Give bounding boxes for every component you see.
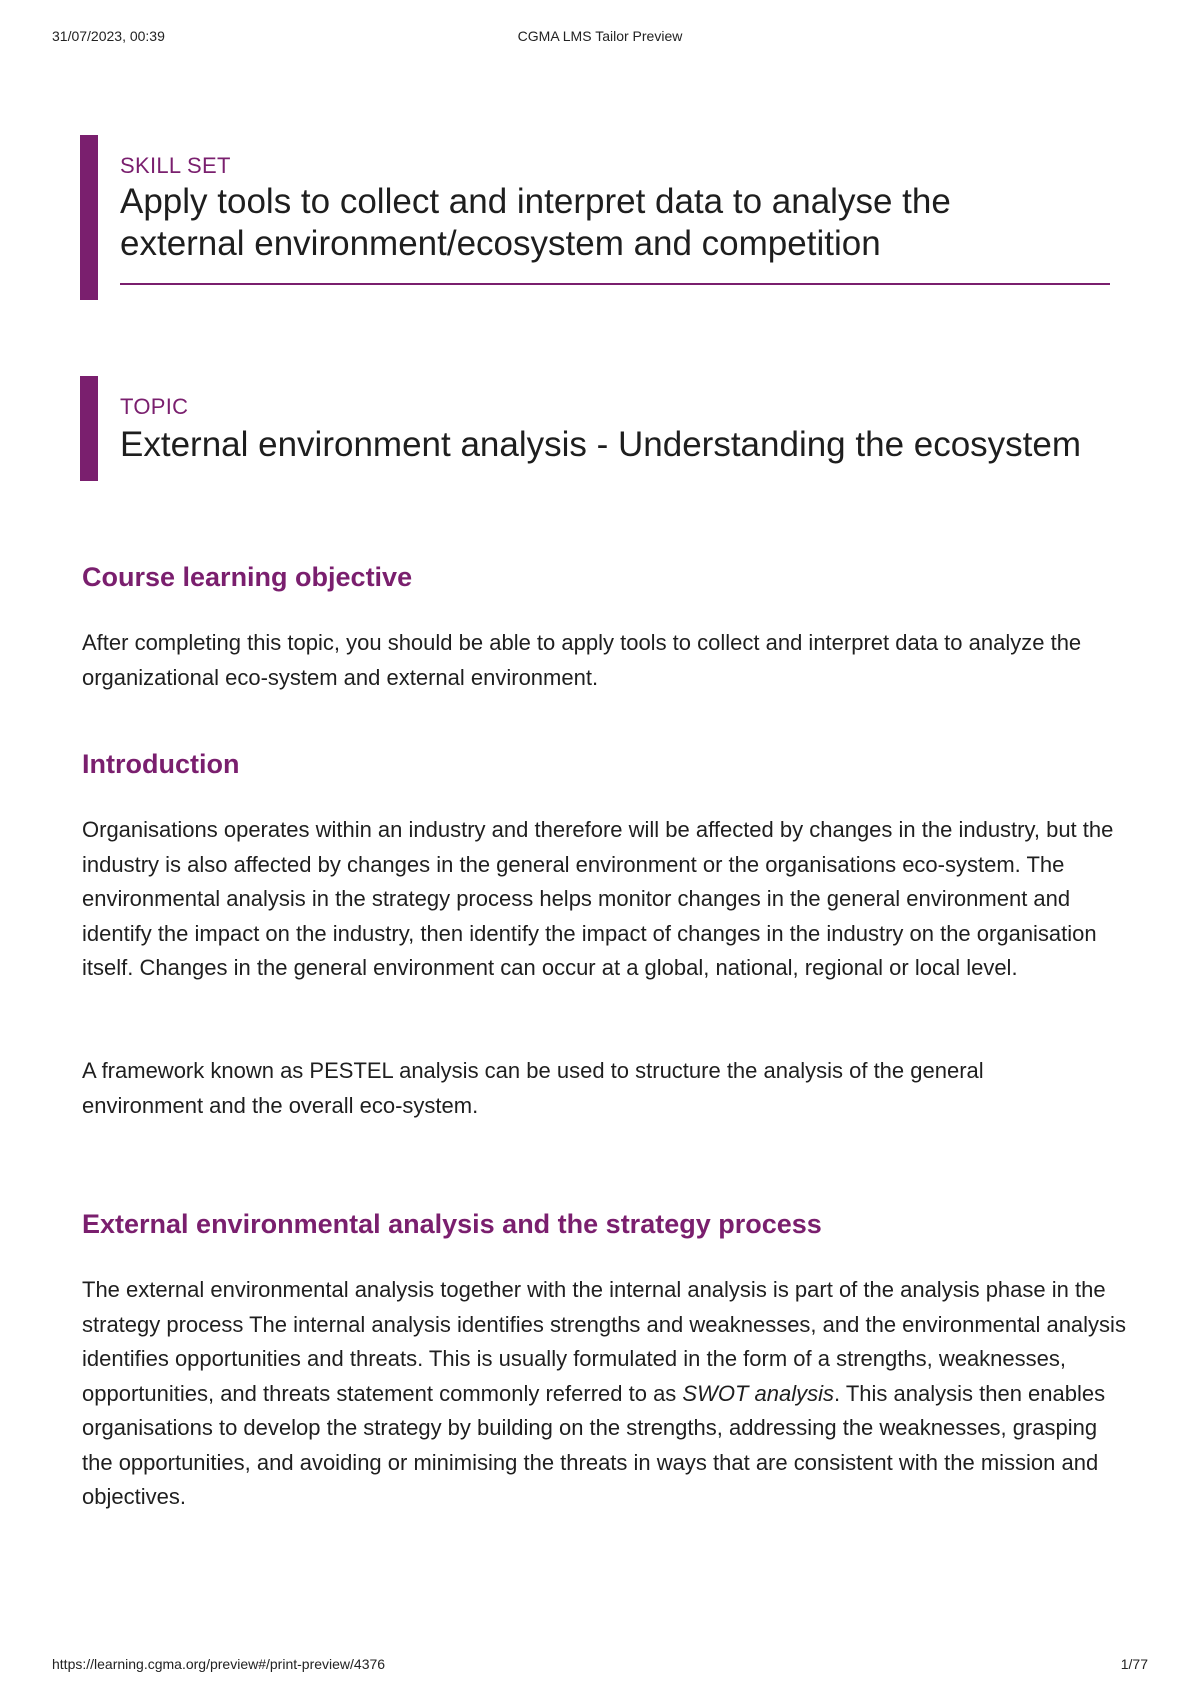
print-datetime: 31/07/2023, 00:39	[52, 28, 165, 44]
strategy-body-text-continued: . This analysis then enables organisations to develop the strategy by building on the strengths, addressing the weaknesses, grasping the opportunities, and avoiding or minimising the threats in ways that are consistent with the mission and objectives.	[82, 1380, 1106, 1509]
topic-title: External environment analysis - Understanding the ecosystem	[120, 425, 1082, 464]
swot-emphasis: SWOT analysis	[682, 1380, 835, 1406]
skill-set-title-line-2: external environment/ecosystem and competition	[120, 224, 881, 263]
page-number: 1/77	[1120, 1656, 1148, 1672]
topic-accent-bar	[80, 376, 98, 481]
objective-body: After completing this topic, you should be able to apply tools to collect and interpret data to analyze the organizational eco-system and external environment.	[82, 630, 1082, 690]
skill-set-label: SKILL SET	[120, 153, 231, 178]
skill-set-title-line-1: Apply tools to collect and interpret data to analyse the	[120, 182, 951, 221]
skill-set-underline	[120, 283, 1110, 285]
strategy-body-text: The external environmental analysis together with the internal analysis is part of the analysis phase in the strategy process The internal analysis identifies strengths and weaknesses, and the environmental analysis identifies opportunities and threats. This is usually formulated in the form of a strengths, weaknesses, opportunities, and threats statement commonly referred to as	[82, 1277, 1126, 1406]
skill-set-accent-bar	[80, 135, 98, 300]
print-url: https://learning.cgma.org/preview#/print-preview/4376	[52, 1656, 386, 1672]
topic-block	[80, 376, 1110, 481]
introduction-heading: Introduction	[82, 749, 240, 779]
objective-heading: Course learning objective	[82, 562, 413, 592]
introduction-paragraph-2: A framework known as PESTEL analysis can be used to structure the analysis of the general environment and the overall eco-system.	[82, 1058, 984, 1118]
skill-set-block	[80, 135, 1110, 300]
introduction-paragraph-1: Organisations operates within an industry and therefore will be affected by changes in the industry, but the industry is also affected by changes in the general environment or the organisations eco-system. The environmental analysis in the strategy process helps monitor changes in the general environment and identify the impact on the industry, then identify the impact of changes in the industry on the organisation itself. Changes in the general environment can occur at a global, national, regional or local level.	[82, 817, 1114, 980]
topic-label: TOPIC	[120, 394, 189, 419]
print-header	[52, 28, 1148, 48]
print-page-title: CGMA LMS Tailor Preview	[517, 28, 683, 44]
print-footer	[52, 1656, 1148, 1676]
strategy-body	[82, 1273, 1132, 1515]
strategy-heading: External environmental analysis and the strategy process	[82, 1209, 822, 1239]
